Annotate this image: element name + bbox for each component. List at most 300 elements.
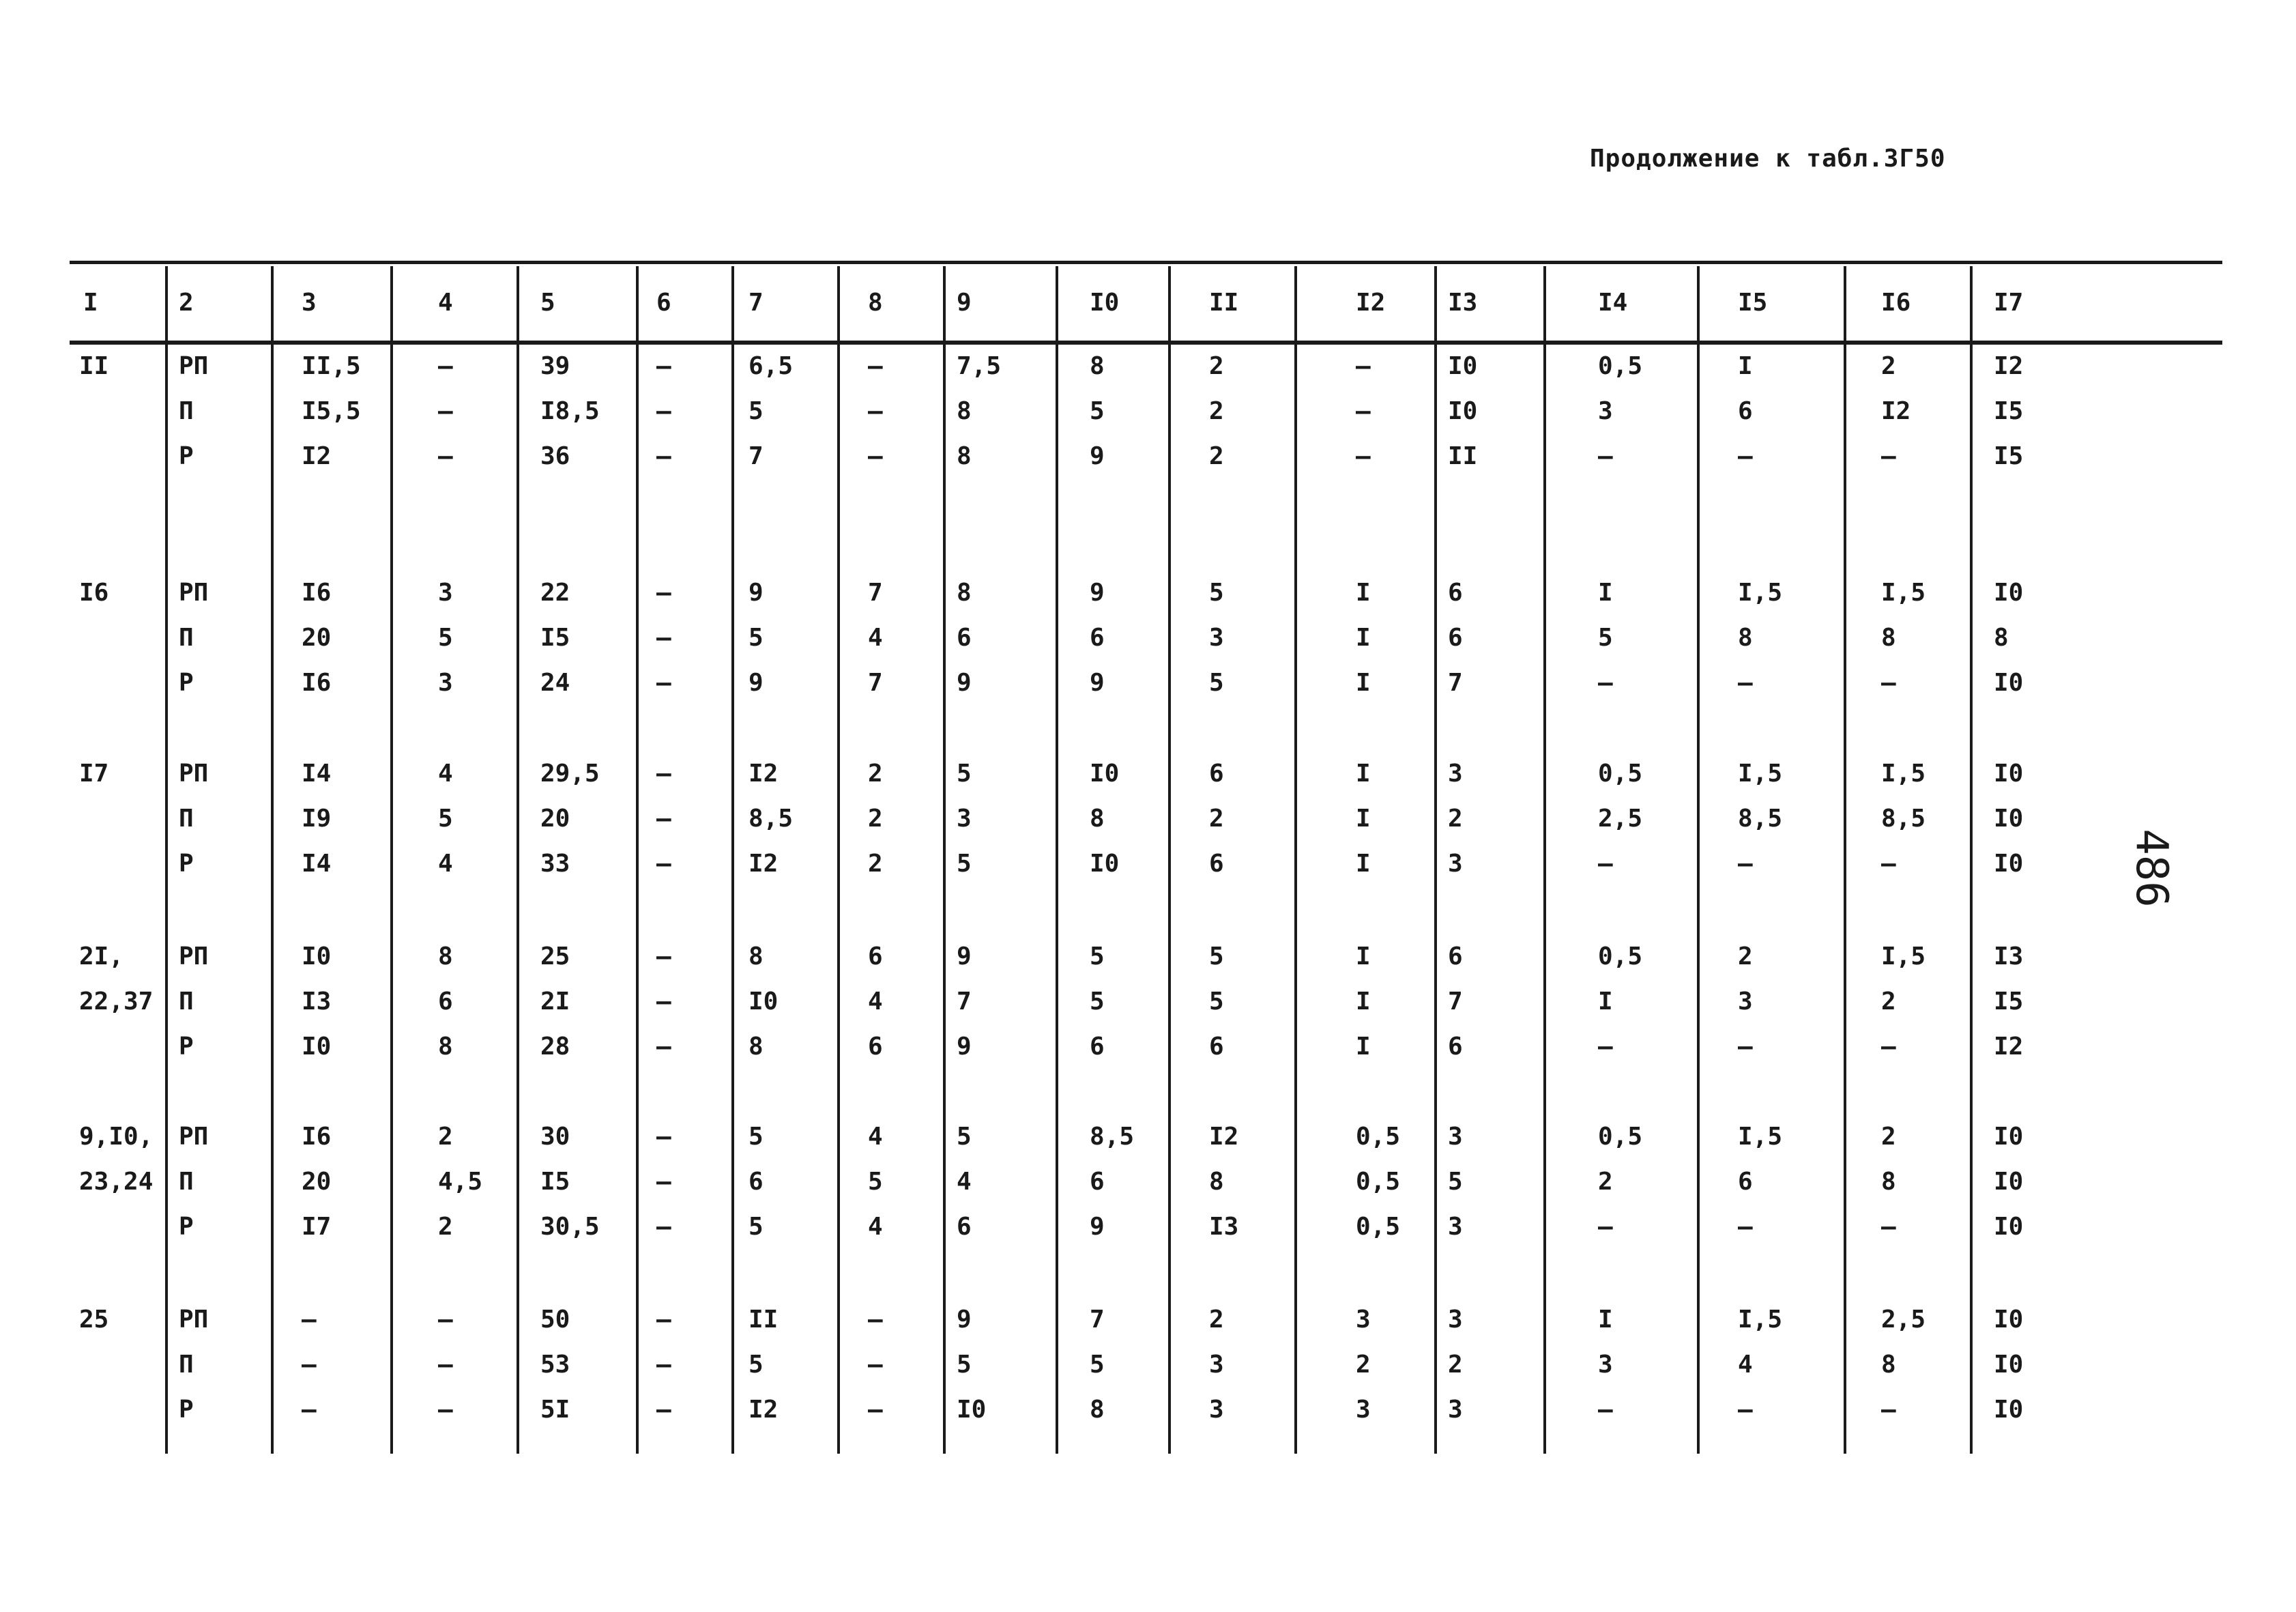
column-header: I6	[1881, 289, 1911, 317]
table-cell: I2	[1209, 1123, 1239, 1151]
table-cell: 5	[749, 624, 764, 652]
table-cell: I,5	[1738, 1306, 1783, 1334]
table-cell: 2I	[540, 988, 570, 1016]
table-cell: I0	[1090, 760, 1120, 788]
column-header: I3	[1448, 289, 1478, 317]
table-cell: 6	[868, 942, 883, 970]
group-label: 22,37	[79, 988, 154, 1016]
table-cell: I,5	[1881, 942, 1926, 970]
table-cell: 9	[957, 669, 972, 697]
table-cell: 5	[868, 1168, 883, 1196]
table-cell: I6	[302, 579, 332, 607]
table-cell: 9	[749, 669, 764, 697]
column-rule	[1844, 266, 1846, 1454]
table-cell: 6	[1448, 1033, 1463, 1061]
table-cell: 8	[749, 1033, 764, 1061]
table-cell: –	[302, 1351, 317, 1379]
table-cell: 4	[438, 760, 453, 788]
table-cell: 24	[540, 669, 570, 697]
table-cell: 5	[1209, 579, 1224, 607]
table-cell: –	[656, 850, 671, 878]
table-cell: 30	[540, 1123, 570, 1151]
column-header: 5	[540, 289, 555, 317]
table-cell: –	[1598, 1213, 1613, 1241]
table-cell: 7	[749, 442, 764, 470]
table-cell: 50	[540, 1306, 570, 1334]
table-cell: 8	[1090, 805, 1105, 833]
table-cell: РП	[179, 760, 209, 788]
table-cell: –	[302, 1396, 317, 1424]
table-cell: 9	[1090, 442, 1105, 470]
table-cell: 8	[957, 397, 972, 425]
table-cell: I0	[1994, 669, 2024, 697]
table-cell: 25	[540, 942, 570, 970]
table-cell: 6	[1090, 1033, 1105, 1061]
table-cell: I4	[302, 760, 332, 788]
column-header: 9	[957, 289, 972, 317]
table-cell: П	[179, 1351, 194, 1379]
table-cell: 8	[1090, 1396, 1105, 1424]
table-cell: I5	[540, 624, 570, 652]
table-cell: 20	[302, 624, 332, 652]
table-cell: 5	[1598, 624, 1613, 652]
table-cell: 3	[1209, 624, 1224, 652]
table-cell: 4	[868, 1123, 883, 1151]
table-cell: 2	[1881, 1123, 1896, 1151]
table-cell: –	[1356, 352, 1371, 380]
group-label: I6	[79, 579, 109, 607]
table-cell: 3	[438, 579, 453, 607]
column-header: 4	[438, 289, 453, 317]
group-label: I7	[79, 760, 109, 788]
table-cell: –	[1598, 1033, 1613, 1061]
table-cell: I2	[749, 760, 779, 788]
table-cell: 6	[1448, 579, 1463, 607]
table-cell: –	[1738, 669, 1753, 697]
table-cell: П	[179, 397, 194, 425]
group-label: 9,I0,	[79, 1123, 154, 1151]
table-cell: 5	[1090, 397, 1105, 425]
table-cell: 6	[1090, 624, 1105, 652]
table-cell: 5	[1209, 669, 1224, 697]
table-cell: –	[438, 1306, 453, 1334]
table-cell: 2	[868, 850, 883, 878]
table-cell: –	[868, 1351, 883, 1379]
table-cell: 5	[1209, 988, 1224, 1016]
table-cell: I8,5	[540, 397, 600, 425]
column-rule	[517, 266, 519, 1454]
table-cell: РП	[179, 1123, 209, 1151]
table-cell: 2	[1738, 942, 1753, 970]
table-cell: –	[656, 669, 671, 697]
table-cell: 6,5	[749, 352, 794, 380]
table-cell: 6	[1209, 850, 1224, 878]
column-rule	[636, 266, 639, 1454]
table-cell: РП	[179, 942, 209, 970]
table-cell: 39	[540, 352, 570, 380]
table-cell: I	[1356, 942, 1371, 970]
table-cell: 8	[438, 1033, 453, 1061]
table-cell: –	[438, 442, 453, 470]
table-cell: –	[1598, 850, 1613, 878]
table-cell: I,5	[1881, 760, 1926, 788]
table-cell: 0,5	[1598, 1123, 1643, 1151]
table-caption: Продолжение к табл.3Г50	[1590, 145, 1946, 173]
table-cell: I	[1356, 988, 1371, 1016]
table-cell: 2	[438, 1213, 453, 1241]
table-cell: 2	[1881, 988, 1896, 1016]
table-cell: 3	[1598, 1351, 1613, 1379]
table-cell: 29,5	[540, 760, 600, 788]
table-cell: –	[656, 442, 671, 470]
table-cell: –	[1738, 850, 1753, 878]
column-rule	[943, 266, 946, 1454]
group-label: 2I,	[79, 942, 124, 970]
table-cell: I2	[749, 850, 779, 878]
table-cell: I5	[1994, 988, 2024, 1016]
table-cell: I0	[1448, 352, 1478, 380]
table-cell: I,5	[1738, 579, 1783, 607]
table-cell: 2	[1209, 805, 1224, 833]
group-label: 25	[79, 1306, 109, 1334]
table-cell: I	[1356, 805, 1371, 833]
table-cell: 36	[540, 442, 570, 470]
table-cell: 2	[1448, 805, 1463, 833]
table-cell: I	[1356, 579, 1371, 607]
table-cell: II	[749, 1306, 779, 1334]
table-cell: I	[1356, 1033, 1371, 1061]
table-cell: П	[179, 1168, 194, 1196]
table-cell: 3	[1448, 1396, 1463, 1424]
table-cell: 6	[1209, 760, 1224, 788]
table-top-rule	[70, 261, 2222, 264]
table-cell: 6	[957, 624, 972, 652]
table-cell: 9	[1090, 1213, 1105, 1241]
table-cell: –	[868, 442, 883, 470]
table-cell: 8	[1209, 1168, 1224, 1196]
table-cell: П	[179, 624, 194, 652]
table-cell: 5	[1090, 1351, 1105, 1379]
table-cell: –	[656, 1168, 671, 1196]
table-cell: –	[656, 942, 671, 970]
table-cell: 8	[1881, 624, 1896, 652]
table-cell: I0	[1994, 760, 2024, 788]
table-cell: –	[656, 1033, 671, 1061]
table-cell: Р	[179, 1396, 194, 1424]
table-cell: I2	[1994, 1033, 2024, 1061]
table-cell: 3	[1448, 1213, 1463, 1241]
table-cell: 2	[868, 805, 883, 833]
table-cell: I0	[1994, 1213, 2024, 1241]
table-cell: 9	[957, 1306, 972, 1334]
table-cell: II,5	[302, 352, 361, 380]
column-rule	[1056, 266, 1058, 1454]
table-cell: 6	[1448, 942, 1463, 970]
table-cell: 4	[868, 624, 883, 652]
table-cell: 8	[1738, 624, 1753, 652]
table-cell: –	[868, 1396, 883, 1424]
table-cell: 6	[1448, 624, 1463, 652]
table-cell: 20	[302, 1168, 332, 1196]
table-cell: 0,5	[1598, 352, 1643, 380]
table-cell: I	[1598, 1306, 1613, 1334]
table-cell: –	[656, 1351, 671, 1379]
table-cell: –	[1356, 397, 1371, 425]
table-cell: 8	[438, 942, 453, 970]
table-cell: 8	[1881, 1351, 1896, 1379]
table-cell: I0	[1090, 850, 1120, 878]
table-cell: I,5	[1738, 760, 1783, 788]
table-cell: –	[1738, 1396, 1753, 1424]
table-cell: Р	[179, 442, 194, 470]
table-cell: I	[1598, 579, 1613, 607]
column-rule	[1697, 266, 1700, 1454]
table-cell: –	[656, 988, 671, 1016]
table-cell: 5	[1090, 942, 1105, 970]
table-cell: 8	[1090, 352, 1105, 380]
table-cell: 5	[957, 1123, 972, 1151]
table-cell: –	[1881, 669, 1896, 697]
table-cell: 4	[868, 988, 883, 1016]
table-cell: 4	[868, 1213, 883, 1241]
table-cell: 8,5	[1090, 1123, 1135, 1151]
table-cell: 0,5	[1598, 942, 1643, 970]
table-cell: –	[438, 1351, 453, 1379]
table-cell: 30,5	[540, 1213, 600, 1241]
table-cell: 5	[749, 1213, 764, 1241]
table-cell: I0	[302, 942, 332, 970]
table-cell: –	[438, 1396, 453, 1424]
table-cell: 33	[540, 850, 570, 878]
table-cell: Р	[179, 850, 194, 878]
table-cell: –	[1881, 1033, 1896, 1061]
column-header: II	[1209, 289, 1239, 317]
table-cell: 6	[749, 1168, 764, 1196]
data-table	[70, 261, 2222, 1455]
table-cell: –	[1356, 442, 1371, 470]
column-rule	[1434, 266, 1437, 1454]
table-cell: 4	[1738, 1351, 1753, 1379]
table-cell: 2	[1356, 1351, 1371, 1379]
table-cell: –	[1738, 1213, 1753, 1241]
table-cell: 3	[1209, 1351, 1224, 1379]
group-label: 23,24	[79, 1168, 154, 1196]
table-cell: 5	[749, 397, 764, 425]
table-cell: 2	[1209, 352, 1224, 380]
table-cell: I3	[302, 988, 332, 1016]
table-cell: 6	[868, 1033, 883, 1061]
table-cell: 5	[957, 1351, 972, 1379]
table-cell: –	[656, 760, 671, 788]
column-rule	[1294, 266, 1297, 1454]
table-cell: 5	[957, 850, 972, 878]
table-cell: I	[1598, 988, 1613, 1016]
table-cell: 6	[1738, 1168, 1753, 1196]
table-cell: –	[438, 397, 453, 425]
table-cell: I2	[302, 442, 332, 470]
table-cell: 6	[1738, 397, 1753, 425]
table-cell: 22	[540, 579, 570, 607]
table-cell: I	[1738, 352, 1753, 380]
table-cell: –	[1881, 850, 1896, 878]
table-cell: –	[438, 352, 453, 380]
table-cell: 2	[438, 1123, 453, 1151]
table-cell: 8,5	[1881, 805, 1926, 833]
table-cell: 8	[957, 579, 972, 607]
table-cell: –	[868, 1306, 883, 1334]
table-cell: 6	[957, 1213, 972, 1241]
table-cell: 9	[749, 579, 764, 607]
table-cell: 7	[1448, 988, 1463, 1016]
table-cell: П	[179, 988, 194, 1016]
table-cell: I,5	[1881, 579, 1926, 607]
table-cell: 5	[1090, 988, 1105, 1016]
column-rule	[1970, 266, 1973, 1454]
table-cell: I	[1356, 624, 1371, 652]
column-rule	[837, 266, 840, 1454]
table-cell: 3	[1209, 1396, 1224, 1424]
table-cell: I5	[1994, 397, 2024, 425]
table-cell: –	[656, 1306, 671, 1334]
table-cell: 2	[1448, 1351, 1463, 1379]
table-cell: 3	[1448, 850, 1463, 878]
table-cell: 3	[1448, 1123, 1463, 1151]
table-cell: I0	[302, 1033, 332, 1061]
page-number: 486	[2125, 829, 2177, 908]
table-cell: 5	[1209, 942, 1224, 970]
table-cell: –	[1881, 442, 1896, 470]
table-cell: I0	[749, 988, 779, 1016]
table-cell: 3	[1356, 1396, 1371, 1424]
column-rule	[165, 266, 168, 1454]
table-cell: 6	[1209, 1033, 1224, 1061]
table-cell: I0	[1994, 1306, 2024, 1334]
table-cell: 53	[540, 1351, 570, 1379]
table-cell: I0	[1994, 805, 2024, 833]
table-cell: –	[868, 352, 883, 380]
column-header: I4	[1598, 289, 1628, 317]
table-cell: 3	[438, 669, 453, 697]
table-cell: 2	[1209, 1306, 1224, 1334]
table-cell: I0	[1994, 1396, 2024, 1424]
table-cell: I	[1356, 850, 1371, 878]
table-cell: 8	[957, 442, 972, 470]
table-cell: –	[1598, 442, 1613, 470]
group-label: II	[79, 352, 109, 380]
table-cell: I3	[1994, 942, 2024, 970]
table-cell: I6	[302, 669, 332, 697]
table-cell: 5	[749, 1123, 764, 1151]
table-cell: 6	[1090, 1168, 1105, 1196]
column-rule	[1543, 266, 1546, 1454]
column-header: I2	[1356, 289, 1386, 317]
table-cell: –	[302, 1306, 317, 1334]
table-cell: I5	[1994, 442, 2024, 470]
table-cell: –	[656, 397, 671, 425]
table-cell: 5	[1448, 1168, 1463, 1196]
table-cell: РП	[179, 352, 209, 380]
table-cell: 5I	[540, 1396, 570, 1424]
column-header: 6	[656, 289, 671, 317]
table-cell: 6	[438, 988, 453, 1016]
table-cell: 4	[438, 850, 453, 878]
table-cell: 3	[957, 805, 972, 833]
column-header: 3	[302, 289, 317, 317]
table-cell: 5	[749, 1351, 764, 1379]
table-cell: 5	[957, 760, 972, 788]
table-cell: 8	[1881, 1168, 1896, 1196]
table-cell: –	[1738, 1033, 1753, 1061]
column-header: I0	[1090, 289, 1120, 317]
table-cell: 9	[1090, 669, 1105, 697]
table-cell: –	[868, 397, 883, 425]
table-cell: –	[656, 1213, 671, 1241]
column-rule	[731, 266, 734, 1454]
table-cell: –	[656, 624, 671, 652]
table-cell: I2	[749, 1396, 779, 1424]
table-cell: 8,5	[749, 805, 794, 833]
table-cell: I0	[1448, 397, 1478, 425]
table-cell: Р	[179, 669, 194, 697]
column-header: I7	[1994, 289, 2024, 317]
column-header: I5	[1738, 289, 1768, 317]
table-cell: 3	[1356, 1306, 1371, 1334]
table-cell: I2	[1881, 397, 1911, 425]
table-cell: 8	[1994, 624, 2009, 652]
table-cell: П	[179, 805, 194, 833]
table-cell: 7	[1448, 669, 1463, 697]
table-cell: 2	[1881, 352, 1896, 380]
table-cell: Р	[179, 1213, 194, 1241]
table-cell: 8	[749, 942, 764, 970]
table-cell: I,5	[1738, 1123, 1783, 1151]
table-cell: I5	[540, 1168, 570, 1196]
table-cell: 0,5	[1356, 1123, 1401, 1151]
table-cell: –	[1598, 669, 1613, 697]
table-cell: 2	[1209, 397, 1224, 425]
table-cell: I9	[302, 805, 332, 833]
column-rule	[390, 266, 393, 1454]
table-cell: –	[1738, 442, 1753, 470]
table-cell: I	[1356, 669, 1371, 697]
column-rule	[271, 266, 274, 1454]
table-cell: 2,5	[1881, 1306, 1926, 1334]
table-cell: Р	[179, 1033, 194, 1061]
table-cell: –	[656, 352, 671, 380]
column-header: 7	[749, 289, 764, 317]
table-cell: –	[1881, 1213, 1896, 1241]
table-cell: I0	[1994, 1168, 2024, 1196]
table-cell: РП	[179, 1306, 209, 1334]
table-cell: 2	[1598, 1168, 1613, 1196]
table-cell: 7	[1090, 1306, 1105, 1334]
table-cell: 0,5	[1356, 1168, 1401, 1196]
table-cell: I0	[957, 1396, 987, 1424]
table-cell: II	[1448, 442, 1478, 470]
table-cell: 3	[1448, 1306, 1463, 1334]
table-cell: 0,5	[1356, 1213, 1401, 1241]
column-header: 2	[179, 289, 194, 317]
table-cell: 7	[957, 988, 972, 1016]
table-cell: I	[1356, 760, 1371, 788]
table-cell: I4	[302, 850, 332, 878]
table-cell: –	[656, 1396, 671, 1424]
table-cell: –	[656, 579, 671, 607]
table-cell: –	[656, 805, 671, 833]
table-cell: I6	[302, 1123, 332, 1151]
table-cell: 2	[1209, 442, 1224, 470]
table-cell: I2	[1994, 352, 2024, 380]
